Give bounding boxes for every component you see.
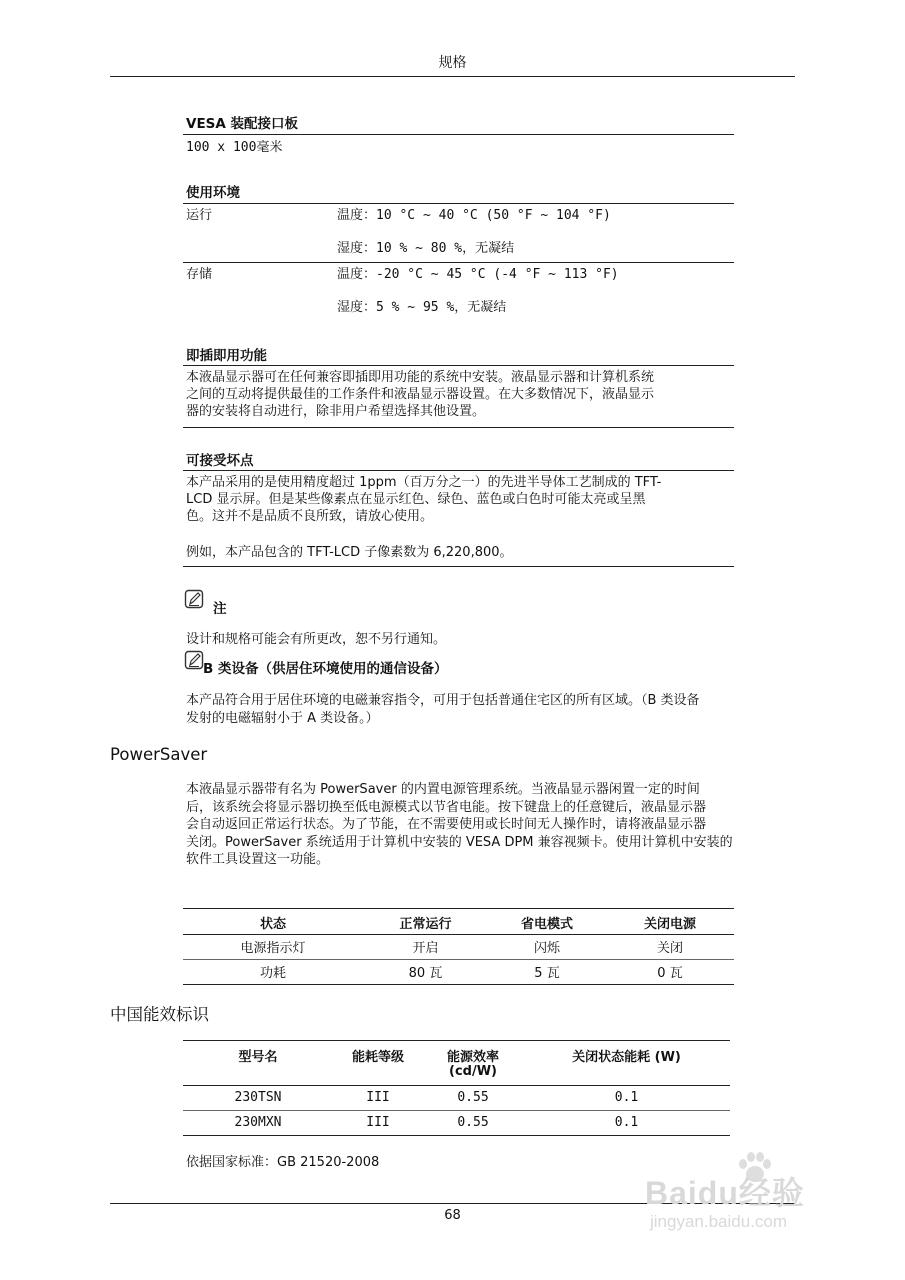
ps-table-rule-top bbox=[183, 908, 734, 909]
ps-table-rule-header bbox=[183, 934, 734, 935]
ps-header-cell: 关闭电源 bbox=[643, 916, 696, 932]
powersaver-line: 后，该系统会将显示器切换至低电源模式以节省电能。按下键盘上的任意键后，液晶显示器 bbox=[186, 799, 707, 815]
energy-standard: 依据国家标准：GB 21520-2008 bbox=[186, 1155, 380, 1170]
ps-cell: 80 瓦 bbox=[408, 966, 443, 981]
ps-cell: 闪烁 bbox=[533, 941, 560, 956]
ps-cell: 5 瓦 bbox=[534, 966, 560, 981]
env-operating-humidity: 湿度：10 % ~ 80 %，无凝结 bbox=[337, 241, 515, 256]
energy-cell: 0.1 bbox=[614, 1090, 639, 1105]
pnp-rule-top bbox=[183, 365, 734, 366]
pnp-line: 器的安装将自动进行，除非用户希望选择其他设置。 bbox=[186, 404, 486, 419]
env-storage-temp: 温度：-20 °C ~ 45 °C (-4 °F ~ 113 °F) bbox=[337, 267, 619, 282]
pixels-rule-bottom bbox=[183, 566, 734, 567]
energy-header-cell: 能耗等级 bbox=[351, 1050, 404, 1065]
note-icon bbox=[184, 650, 204, 670]
energy-cell: III bbox=[366, 1090, 390, 1105]
ps-cell: 关闭 bbox=[656, 941, 683, 956]
classb-paragraph bbox=[186, 692, 796, 728]
watermark-brand: Baidu经验 bbox=[645, 1175, 805, 1211]
vesa-value: 100 x 100毫米 bbox=[186, 140, 283, 155]
ps-table-header-row bbox=[183, 910, 734, 934]
env-title: 使用环境 bbox=[186, 185, 240, 201]
pnp-rule-bottom bbox=[183, 427, 734, 428]
pixels-rule-top bbox=[183, 470, 734, 471]
env-operating-label: 运行 bbox=[186, 208, 213, 223]
note-icon bbox=[184, 589, 204, 609]
note-text: 设计和规格可能会有所更改，恕不另行通知。 bbox=[186, 632, 447, 647]
energy-header-cell: 型号名 bbox=[238, 1050, 278, 1065]
env-rule-mid bbox=[183, 262, 734, 263]
pixels-paragraph bbox=[186, 474, 734, 525]
energy-table-rule-top bbox=[183, 1040, 730, 1041]
env-storage-humidity: 湿度：5 % ~ 95 %，无凝结 bbox=[337, 300, 507, 315]
energy-cell: 0.55 bbox=[457, 1115, 489, 1130]
powersaver-heading: PowerSaver bbox=[110, 745, 208, 764]
energy-table-rule-row bbox=[183, 1110, 730, 1111]
pixels-line: 本产品采用的是使用精度超过 1ppm（百万分之一）的先进半导体工艺制成的 TFT- bbox=[186, 475, 662, 490]
vesa-title: VESA 装配接口板 bbox=[186, 116, 299, 132]
page-number: 68 bbox=[444, 1208, 461, 1223]
watermark-url: jingyan.baidu.com bbox=[650, 1212, 788, 1231]
ps-cell: 0 瓦 bbox=[657, 966, 683, 981]
powersaver-paragraph bbox=[186, 781, 796, 869]
env-operating-temp: 温度：10 °C ~ 40 °C (50 °F ~ 104 °F) bbox=[337, 208, 611, 223]
pnp-title: 即插即用功能 bbox=[186, 348, 267, 364]
energy-table-rule-header bbox=[183, 1085, 730, 1086]
powersaver-line: 关闭。PowerSaver 系统适用于计算机中安装的 VESA DPM 兼容视频卡。使用计算机中安装的 bbox=[186, 834, 733, 850]
table-row bbox=[183, 934, 734, 959]
ps-header-cell: 省电模式 bbox=[520, 916, 573, 932]
energy-header-cell: 能源效率 bbox=[446, 1050, 499, 1065]
powersaver-line: 本液晶显示器带有名为 PowerSaver 的内置电源管理系统。当液晶显示器闲置一定的时间 bbox=[186, 782, 700, 797]
page-header-title: 规格 bbox=[438, 55, 467, 71]
vesa-rule bbox=[183, 134, 734, 135]
header-rule bbox=[110, 76, 795, 77]
powersaver-line: 软件工具设置这一功能。 bbox=[186, 852, 330, 867]
table-row bbox=[183, 959, 734, 984]
pixels-title: 可接受坏点 bbox=[186, 453, 254, 469]
energy-header-cell: 关闭状态能耗 (W) bbox=[572, 1050, 681, 1065]
energy-table-rule-bottom bbox=[183, 1135, 730, 1136]
classb-title: B 类设备（供居住环境使用的通信设备） bbox=[203, 661, 448, 677]
ps-header-cell: 状态 bbox=[259, 916, 286, 932]
note-label: 注 bbox=[213, 601, 227, 617]
ps-header-cell: 正常运行 bbox=[399, 916, 452, 932]
ps-cell: 电源指示灯 bbox=[240, 941, 306, 956]
classb-line: 发射的电磁辐射小于 A 类设备。） bbox=[186, 711, 379, 726]
energy-header-subcell: (cd/W) bbox=[449, 1064, 497, 1079]
ps-cell: 开启 bbox=[412, 941, 439, 956]
energy-cell: 0.1 bbox=[614, 1115, 639, 1130]
energy-cell: 230TSN bbox=[234, 1090, 282, 1105]
env-rule-top bbox=[183, 203, 734, 204]
pnp-line: 本液晶显示器可在任何兼容即插即用功能的系统中安装。液晶显示器和计算机系统 bbox=[186, 370, 655, 385]
powersaver-line: 会自动返回正常运行状态。为了节能，在不需要使用或长时间无人操作时，请将液晶显示器 bbox=[186, 817, 707, 832]
powersaver-table bbox=[183, 910, 734, 984]
ps-table-rule-bottom bbox=[183, 984, 734, 985]
energy-cell: III bbox=[366, 1115, 390, 1130]
energy-heading: 中国能效标识 bbox=[110, 1005, 209, 1024]
pnp-paragraph bbox=[186, 369, 734, 420]
energy-cell: 230MXN bbox=[234, 1115, 282, 1130]
env-storage-label: 存储 bbox=[186, 267, 213, 282]
pixels-example: 例如，本产品包含的 TFT-LCD 子像素数为 6,220,800。 bbox=[186, 545, 513, 560]
pnp-line: 之间的互动将提供最佳的工作条件和液晶显示器设置。在大多数情况下，液晶显示 bbox=[186, 387, 655, 402]
pixels-line: 色。这并不是品质不良所致，请放心使用。 bbox=[186, 509, 434, 524]
classb-line: 本产品符合用于居住环境的电磁兼容指令，可用于包括普通住宅区的所有区域。（B 类设备 bbox=[186, 693, 700, 708]
ps-table-rule-row bbox=[183, 959, 734, 960]
pixels-line: LCD 显示屏。但是某些像素点在显示红色、绿色、蓝色或白色时可能太亮或呈黑 bbox=[186, 492, 646, 507]
ps-cell: 功耗 bbox=[259, 966, 286, 981]
energy-cell: 0.55 bbox=[457, 1090, 489, 1105]
